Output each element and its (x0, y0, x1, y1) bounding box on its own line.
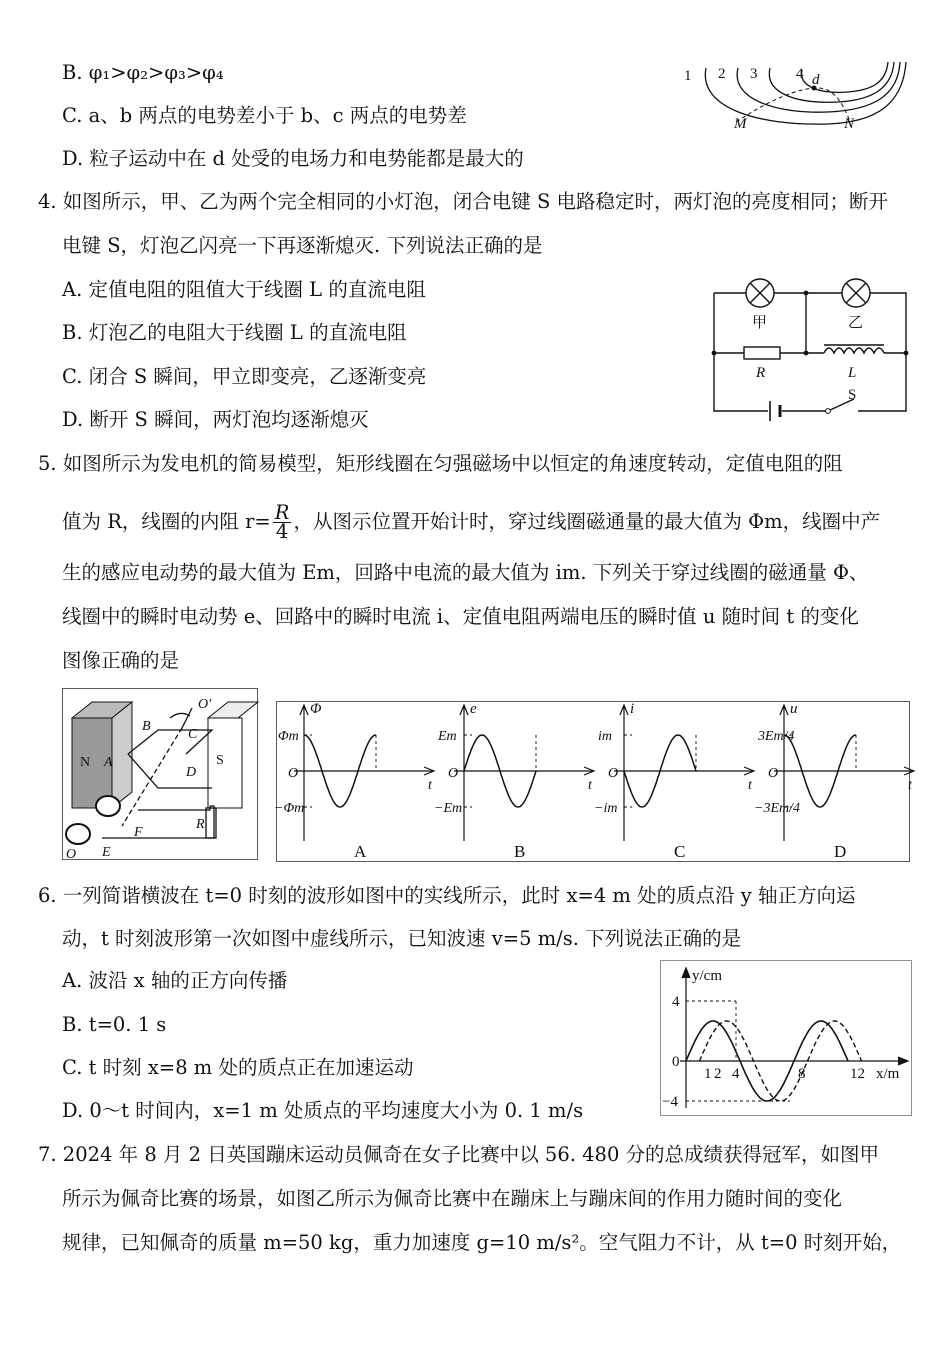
q3-option-c: C. a、b 两点的电势差小于 b、c 两点的电势差 (62, 104, 467, 127)
brush-label-f: F (134, 825, 143, 840)
graph-min-label: −3Em/4 (754, 801, 800, 816)
graph-C (594, 701, 754, 861)
fig-label-d: d (812, 72, 820, 88)
q6-option-c: C. t 时刻 x=8 m 处的质点正在加速运动 (62, 1056, 414, 1079)
answer-graphs (276, 701, 910, 862)
axis-label-o: O (66, 847, 77, 862)
x-tick-4: 4 (732, 1066, 740, 1082)
q4-option-b: B. 灯泡乙的电阻大于线圈 L 的直流电阻 (62, 321, 407, 344)
lamp-label-jia: 甲 (752, 315, 768, 331)
q4-option-c: C. 闭合 S 瞬间，甲立即变亮，乙逐渐变亮 (62, 365, 427, 388)
graph-min-label: −Φm (274, 801, 305, 816)
q7-stem-line2: 所示为佩奇比赛的场景，如图乙所示为佩奇比赛中在蹦床上与蹦床间的作用力随时间的变化 (62, 1187, 843, 1210)
q5-stem-line1: 5. 如图所示为发电机的简易模型，矩形线圈在匀强磁场中以恒定的角速度转动，定值电阻的阻 (38, 452, 843, 475)
brush-label-e: E (102, 845, 111, 860)
x-tick-12: 12 (850, 1066, 865, 1082)
graph-x-label: t (908, 778, 912, 793)
graph-caption: C (674, 842, 686, 861)
graph-x-label: t (588, 778, 592, 793)
graph-max-label: im (598, 729, 612, 744)
graph-origin-label: O (608, 766, 619, 781)
q7-stem-line3: 规律，已知佩奇的质量 m=50 kg，重力加速度 g=10 m/s²。空气阻力不计，从 t=0 时刻开始， (62, 1231, 902, 1254)
graph-y-label: u (790, 701, 798, 717)
q3-option-b: B. φ₁>φ₂>φ₃>φ₄ (62, 61, 224, 84)
q4-stem-line2: 电键 S，灯泡乙闪亮一下再逐渐熄灭. 下列说法正确的是 (62, 234, 543, 257)
graph-max-label: Em (438, 729, 457, 744)
graph-origin-label: O (768, 766, 779, 781)
graph-min-label: −im (594, 801, 618, 816)
magnet-s-label: S (216, 753, 224, 768)
equipotential-figure (678, 48, 916, 134)
fig-label-2: 2 (718, 66, 726, 82)
graph-max-label: Φm (278, 729, 299, 744)
graph-A (274, 701, 434, 861)
fig-label-m: M (734, 116, 747, 132)
graph-origin-label: O (448, 766, 459, 781)
lamp-label-yi: 乙 (848, 315, 864, 331)
graph-x-label: t (428, 778, 432, 793)
y-tick-neg4: −4 (662, 1094, 678, 1110)
q4-option-d: D. 断开 S 瞬间，两灯泡均逐渐熄灭 (62, 408, 369, 431)
x-tick-8: 8 (798, 1066, 806, 1082)
coil-label-c: C (188, 727, 198, 742)
graph-B (434, 701, 594, 861)
y-axis-label: y/cm (692, 968, 722, 984)
resistor-label: R (756, 365, 766, 381)
q5-stem-line2: 值为 R，线圈的内阻 r= $\frac{R}{4}$ ，从图示位置开始计时，穿过线圈磁通量的最大值为 Φm，线圈中产 (62, 501, 881, 543)
graph-y-label: e (470, 701, 477, 717)
load-resistor-label: R (196, 817, 205, 832)
x-tick-2: 2 (714, 1066, 722, 1082)
q5-stem-line3: 生的感应电动势的最大值为 Em，回路中电流的最大值为 im. 下列关于穿过线圈的磁通量 Φ、 (62, 561, 869, 584)
q3-option-d: D. 粒子运动中在 d 处受的电场力和电势能都是最大的 (62, 147, 524, 170)
q7-stem-line1: 7. 2024 年 8 月 2 日英国蹦床运动员佩奇在女子比赛中以 56. 480 分的总成绩获得冠军，如图甲 (38, 1143, 880, 1166)
magnet-n-label: N (80, 755, 91, 770)
graph-D (754, 701, 914, 861)
q6-stem-line2: 动，t 时刻波形第一次如图中虚线所示，已知波速 v=5 m/s. 下列说法正确的是 (62, 927, 742, 950)
graph-origin-label: O (288, 766, 299, 781)
q5-stem-line5: 图像正确的是 (62, 649, 180, 672)
inductor-label: L (848, 365, 857, 381)
origin-label: 0 (672, 1054, 680, 1070)
graph-y-label: i (630, 701, 635, 717)
fig-label-3: 3 (750, 66, 758, 82)
fig-label-4: 4 (796, 66, 804, 82)
x-axis-label: x/m (876, 1066, 900, 1082)
x-tick-1: 1 (704, 1066, 712, 1082)
q5-stem-line4: 线圈中的瞬时电动势 e、回路中的瞬时电流 i、定值电阻两端电压的瞬时值 u 随时间 t 的变化 (62, 605, 859, 628)
graph-min-label: −Em (434, 801, 463, 816)
fig-label-n: N (844, 116, 855, 132)
coil-label-d: D (186, 765, 197, 780)
graph-y-label: Φ (310, 701, 322, 717)
graph-caption: D (834, 842, 847, 861)
switch-label: S (848, 387, 857, 403)
graph-x-label: t (748, 778, 752, 793)
axis-label-o-prime: O′ (198, 697, 212, 712)
generator-figure (62, 688, 258, 860)
circuit-diagram (708, 275, 912, 425)
graph-caption: B (514, 842, 526, 861)
wave-graph (660, 960, 912, 1116)
y-tick-4: 4 (672, 994, 680, 1010)
q6-option-b: B. t=0. 1 s (62, 1013, 167, 1036)
q4-stem-line1: 4. 如图所示，甲、乙为两个完全相同的小灯泡，闭合电键 S 电路稳定时，两灯泡的亮度相同；断开 (38, 190, 889, 213)
q4-option-a: A. 定值电阻的阻值大于线圈 L 的直流电阻 (62, 278, 426, 301)
q6-option-d: D. 0～t 时间内，x=1 m 处质点的平均速度大小为 0. 1 m/s (62, 1099, 584, 1122)
coil-label-b: B (142, 719, 151, 734)
q6-stem-line1: 6. 一列简谐横波在 t=0 时刻的波形如图中的实线所示，此时 x=4 m 处的质点沿 y 轴正方向运 (38, 884, 856, 907)
graph-max-label: 3Em/4 (758, 729, 795, 744)
fig-label-1: 1 (684, 68, 692, 84)
graph-caption: A (354, 842, 367, 861)
coil-label-a: A (104, 755, 113, 770)
q6-option-a: A. 波沿 x 轴的正方向传播 (62, 969, 288, 992)
r-fraction: $\frac{R}{4}$ (274, 501, 290, 543)
